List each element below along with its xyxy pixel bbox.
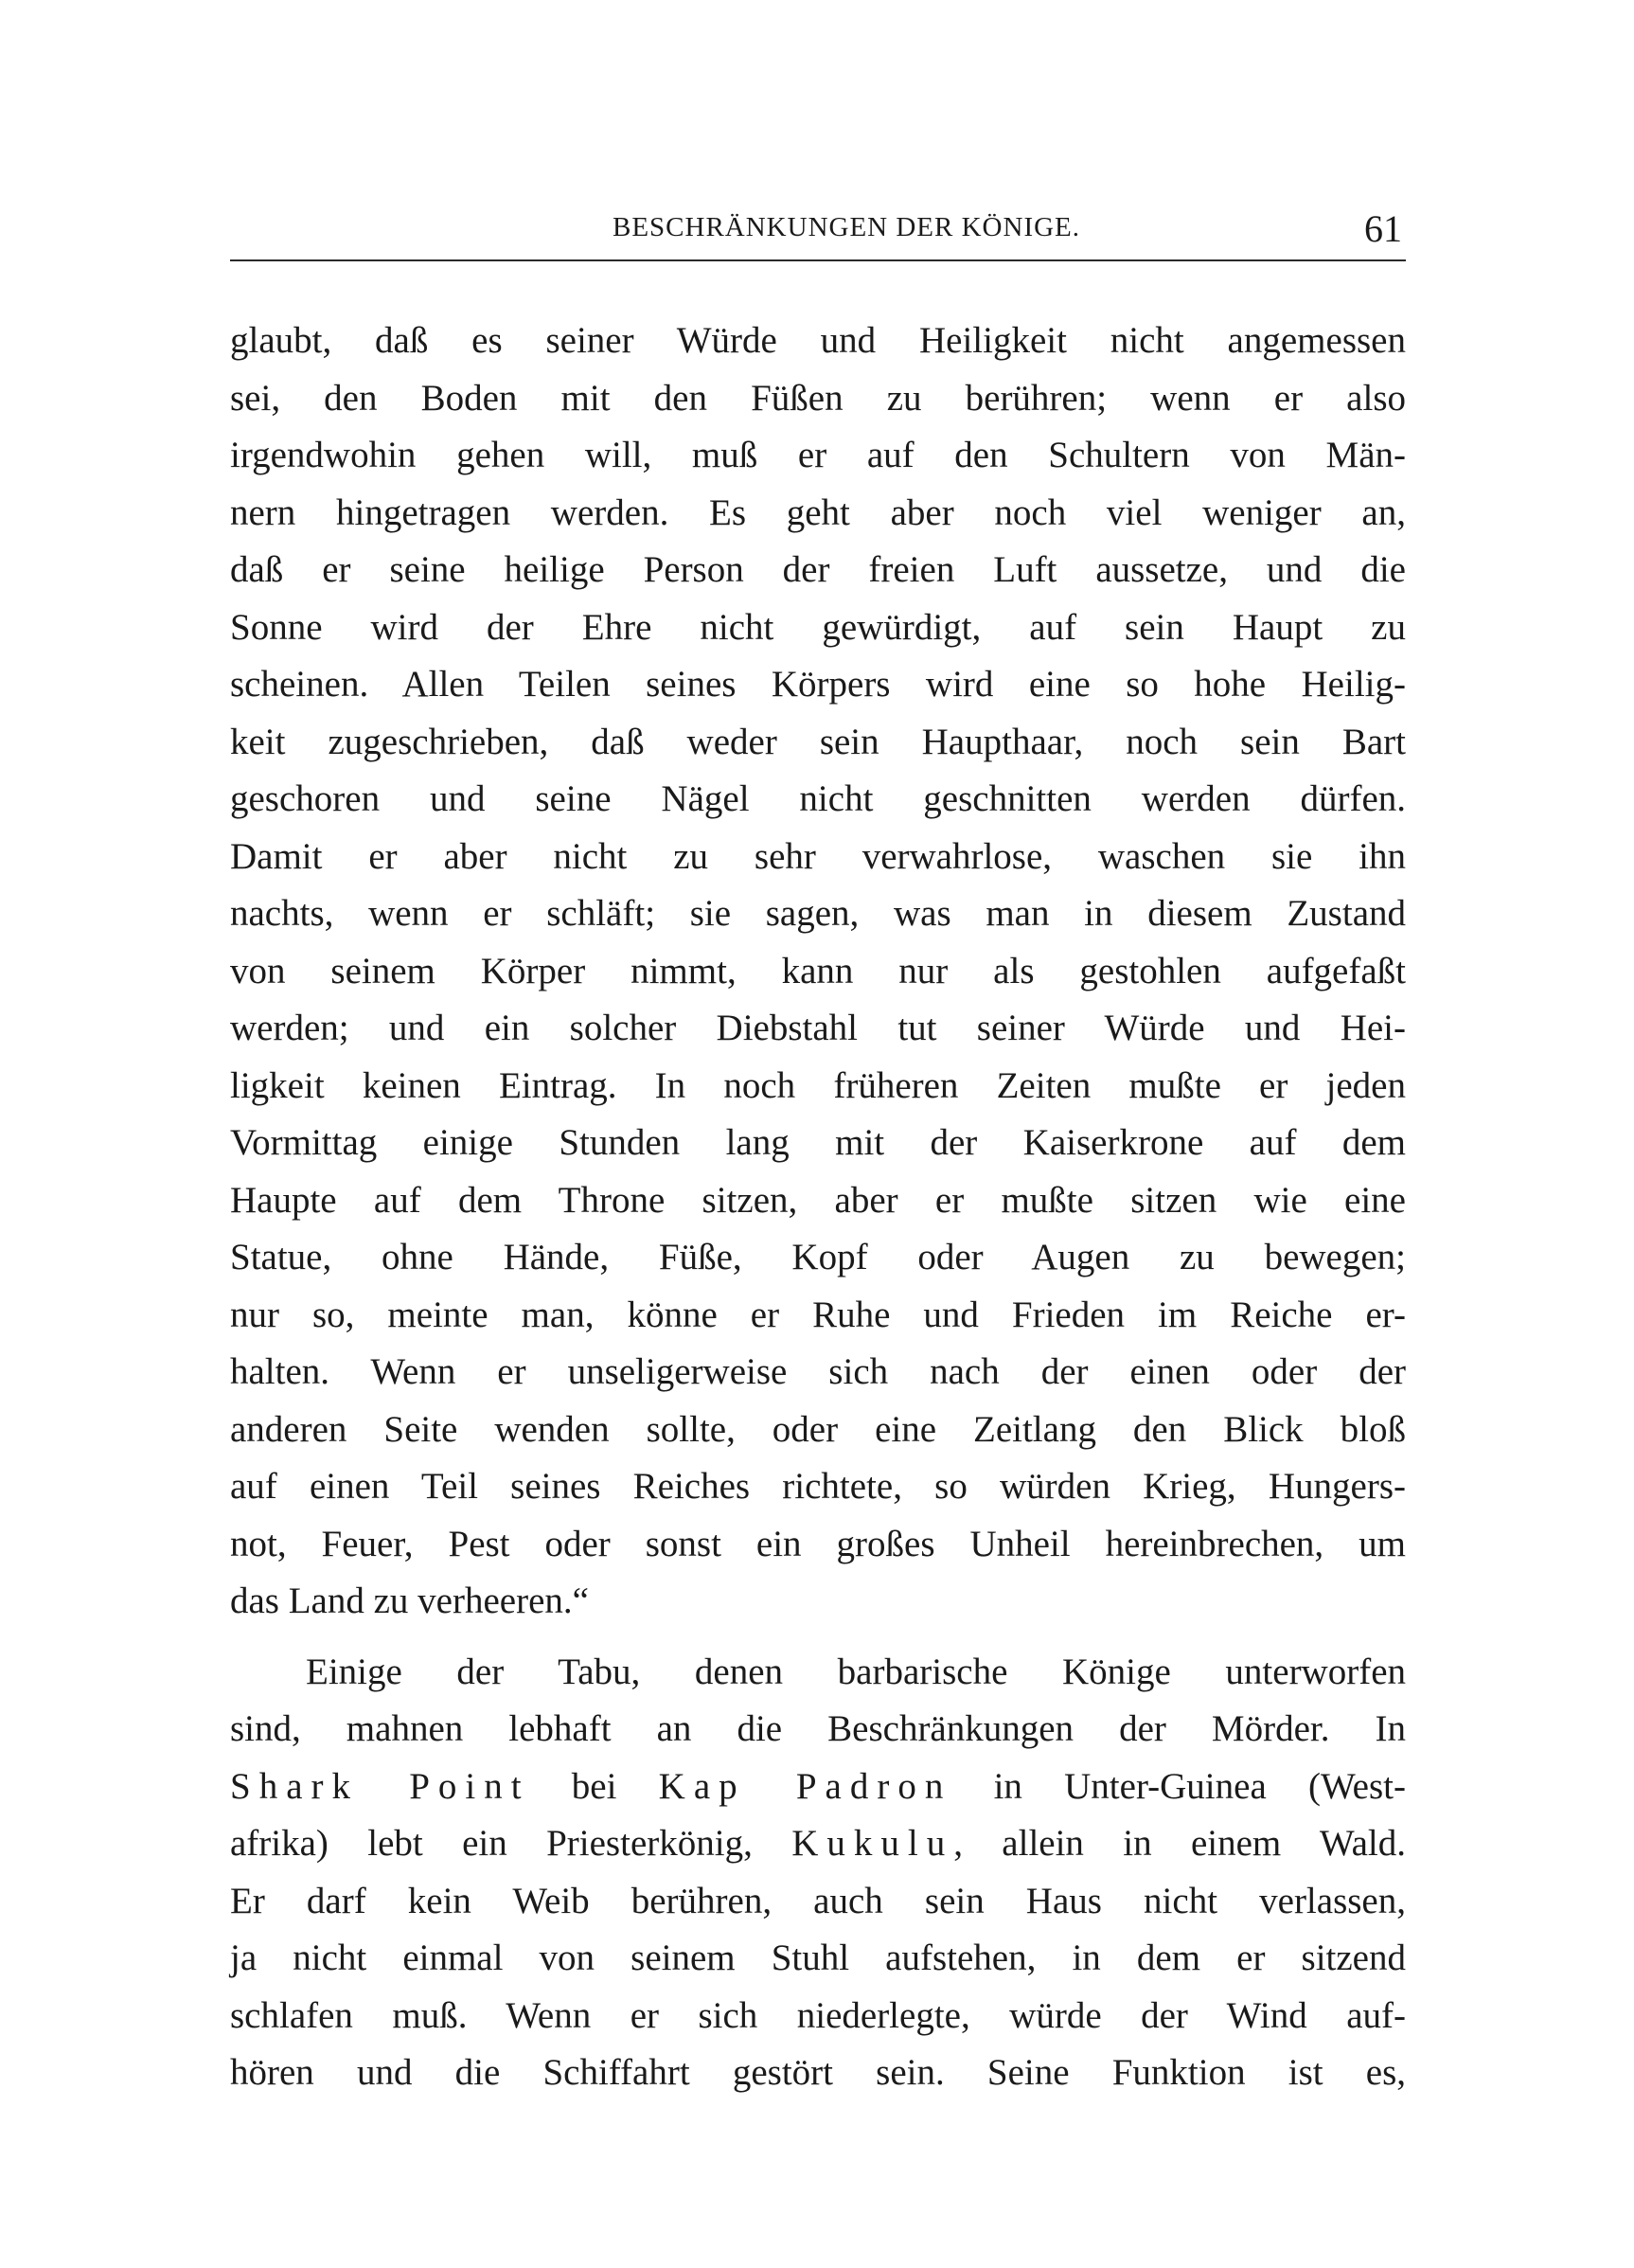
text-line: nachts, wenn er schläft; sie sagen, was man in diesem Zustand [230,893,1406,934]
text-line: glaubt, daß es seiner Würde und Heiligkeit nicht angemessen [230,320,1406,361]
text-line: Statue, ohne Hände, Füße, Kopf oder Augen zu bewegen; [230,1237,1406,1277]
paragraph-2 [230,1644,1406,2102]
spaced-name: Shark Point [230,1765,530,1807]
paragraph-1 [230,313,1406,1631]
text-line: Einige der Tabu, denen barbarische Könige unterworfen [306,1651,1406,1692]
text-line: von seinem Körper nimmt, kann nur als gestohlen aufgefaßt [230,950,1406,991]
text-line: nern hingetragen werden. Es geht aber noch viel weniger an, [230,491,1406,533]
running-head [230,199,1406,256]
text-span: afrika) lebt ein Priesterkönig, [230,1823,792,1864]
text-line: ja nicht einmal von seinem Stuhl aufstehen, in dem er sitzend [230,1938,1406,1978]
text-line [230,1759,1406,1816]
text-span: in Unter-Guinea (West- [951,1765,1406,1807]
text-line: hören und die Schiffahrt gestört sein. Seine Funktion ist es, [230,2052,1406,2093]
spaced-name: Kap Padron [658,1765,952,1807]
text-span: , allein in einem Wald. [953,1823,1406,1864]
text-line: Damit er aber nicht zu sehr verwahrlose, waschen sie ihn [230,835,1406,877]
header-rule [230,259,1406,261]
body-text [230,313,1406,2102]
text-line: geschoren und seine Nägel nicht geschnitten werden dürfen. [230,778,1406,819]
text-line: sei, den Boden mit den Füßen zu berühren; wenn er also [230,377,1406,419]
text-line: scheinen. Allen Teilen seines Körpers wird eine so hohe Heilig- [230,664,1406,705]
running-title: BESCHRÄNKUNGEN DER KÖNIGE. [612,212,1081,242]
text-span: bei [529,1765,659,1807]
text-line: daß er seine heilige Person der freien Luft aussetze, und die [230,549,1406,590]
text-line: not, Feuer, Pest oder sonst ein großes Unheil hereinbrechen, um [230,1523,1406,1564]
text-line: auf einen Teil seines Reiches richtete, so würden Krieg, Hungers- [230,1466,1406,1507]
text-line: irgendwohin gehen will, muß er auf den Schultern von Män- [230,435,1406,475]
text-line: werden; und ein solcher Diebstahl tut seiner Würde und Hei- [230,1008,1406,1048]
text-line: anderen Seite wenden sollte, oder eine Zeitlang den Blick bloß [230,1408,1406,1450]
text-line: ligkeit keinen Eintrag. In noch früheren Zeiten mußte er jeden [230,1064,1406,1106]
text-line: schlafen muß. Wenn er sich niederlegte, würde der Wind auf- [230,1994,1406,2036]
text-line: sind, mahnen lebhaft an die Beschränkungen der Mörder. In [230,1708,1406,1749]
text-line: Haupte auf dem Throne sitzen, aber er mußte sitzen wie eine [230,1179,1406,1221]
text-line: keit zugeschrieben, daß weder sein Haupthaar, noch sein Bart [230,721,1406,762]
paragraph-gap [230,1631,1406,1644]
text-line: Er darf kein Weib berühren, auch sein Haus nicht verlassen, [230,1880,1406,1921]
text-line: das Land zu verheeren.“ [230,1580,589,1621]
page-number: 61 [1364,207,1402,250]
text-line [230,1815,1406,1873]
text-line: halten. Wenn er unseligerweise sich nach der einen oder der [230,1351,1406,1392]
spaced-name: Kukulu [791,1823,954,1864]
text-line: nur so, meinte man, könne er Ruhe und Frieden im Reiche er- [230,1294,1406,1335]
text-line: Sonne wird der Ehre nicht gewürdigt, auf sein Haupt zu [230,606,1406,648]
text-line: Vormittag einige Stunden lang mit der Kaiserkrone auf dem [230,1122,1406,1163]
